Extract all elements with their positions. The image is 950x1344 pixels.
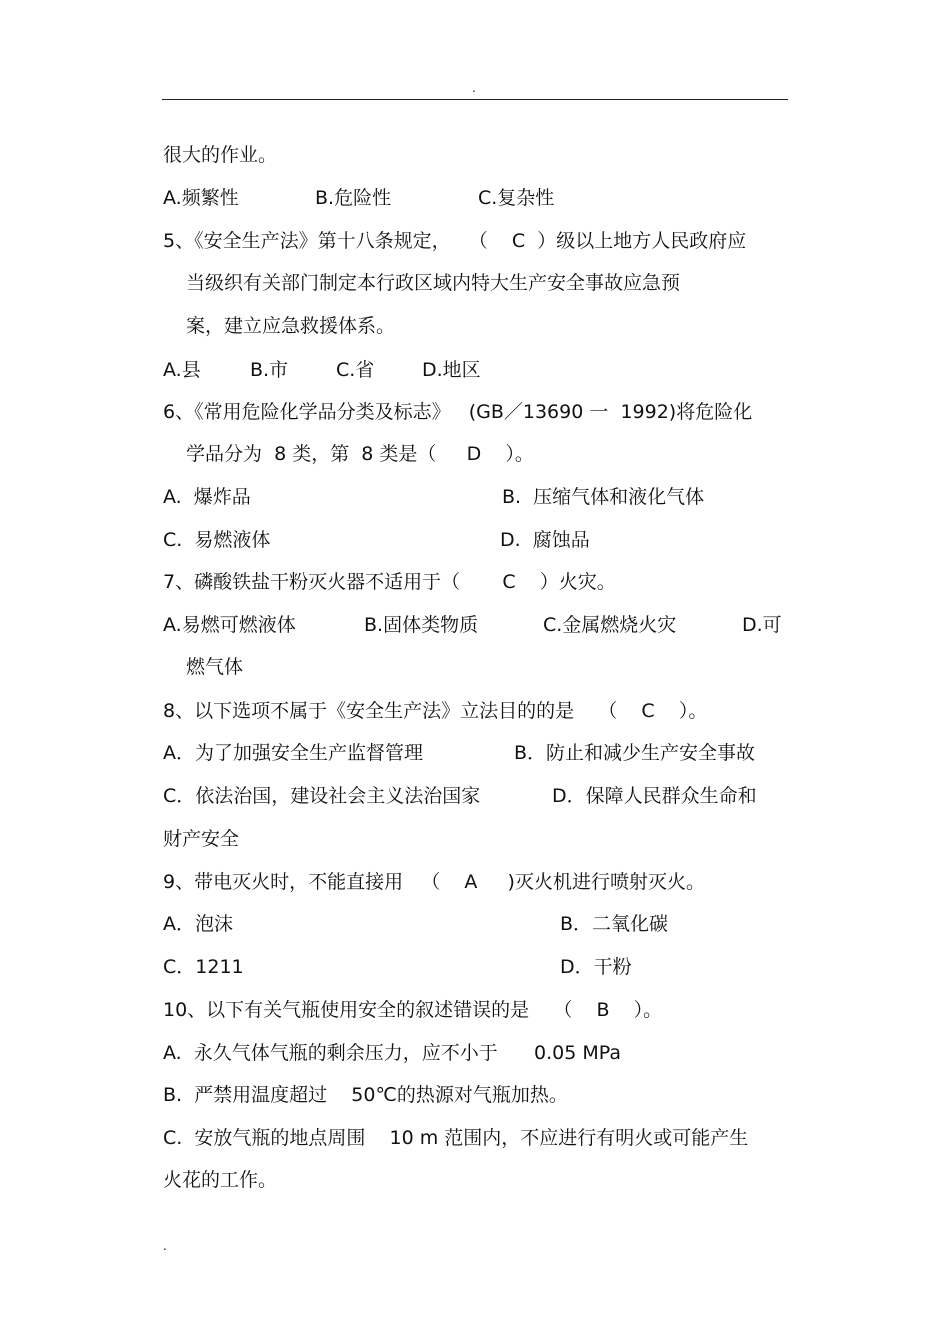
- text-line: 很大的作业。: [163, 144, 278, 166]
- question-5: 5、《安全生产法》第十八条规定， （ C ）级以上地方人民政府应: [163, 230, 747, 252]
- option-a: A. 爆炸品: [163, 486, 251, 508]
- option-d: D.地区: [422, 359, 481, 381]
- question-5-cont: 当级织有关部门制定本行政区域内特大生产安全事故应急预: [186, 272, 681, 294]
- option-a: A. 永久气体气瓶的剩余压力，应不小于 0.05 MPa: [163, 1042, 622, 1064]
- option-c: C.复杂性: [478, 187, 555, 209]
- option-c-cont: 火花的工作。: [163, 1169, 278, 1191]
- option-a: A.易燃可燃液体: [163, 614, 296, 636]
- question-6: 6、《常用危险化学品分类及标志》 (GB／13690 一 1992)将危险化: [163, 401, 753, 423]
- option-a: A．泡沫: [163, 913, 233, 935]
- option-b: B.危险性: [315, 187, 392, 209]
- option-d: D.可: [742, 614, 782, 636]
- option-d-cont: 燃气体: [186, 656, 244, 678]
- option-c: C. 易燃液体: [163, 529, 271, 551]
- option-c: C．1211: [163, 956, 244, 978]
- footer-mark: .: [163, 1239, 167, 1253]
- option-b: B．二氧化碳: [560, 913, 669, 935]
- question-7: 7、磷酸铁盐干粉灭火器不适用于（ C ）火灾。: [163, 571, 616, 593]
- option-c: C.省: [336, 359, 375, 381]
- option-d: D．干粉: [560, 956, 632, 978]
- option-b: B.市: [250, 359, 289, 381]
- header-mark: .: [472, 81, 476, 95]
- header-rule: [162, 99, 788, 100]
- option-b: B. 压缩气体和液化气体: [502, 486, 705, 508]
- option-a: A．为了加强安全生产监督管理: [163, 742, 423, 764]
- option-b: B. 严禁用温度超过 50℃的热源对气瓶加热。: [163, 1084, 568, 1106]
- option-a: A.县: [163, 359, 201, 381]
- question-6-cont: 学品分为 8 类，第 8 类是（ D ）。: [186, 443, 534, 465]
- option-c: C.金属燃烧火灾: [543, 614, 677, 636]
- option-a: A.频繁性: [163, 187, 239, 209]
- option-d-cont: 财产安全: [163, 828, 240, 850]
- option-b: B.固体类物质: [364, 614, 479, 636]
- question-10: 10、以下有关气瓶使用安全的叙述错误的是 （ B ）。: [163, 999, 663, 1021]
- option-d: D．保障人民群众生命和: [552, 785, 757, 807]
- option-c: C. 安放气瓶的地点周围 10 m 范围内，不应进行有明火或可能产生: [163, 1127, 749, 1149]
- option-b: B．防止和减少生产安全事故: [514, 742, 756, 764]
- option-d: D. 腐蚀品: [500, 529, 590, 551]
- question-9: 9、带电灭火时，不能直接用 （ A )灭火机进行喷射灭火。: [163, 871, 705, 893]
- question-5-cont: 案，建立应急救援体系。: [186, 315, 396, 337]
- option-c: C．依法治国，建设社会主义法治国家: [163, 785, 481, 807]
- question-8: 8、以下选项不属于《安全生产法》立法目的的是 （ C ）。: [163, 700, 708, 722]
